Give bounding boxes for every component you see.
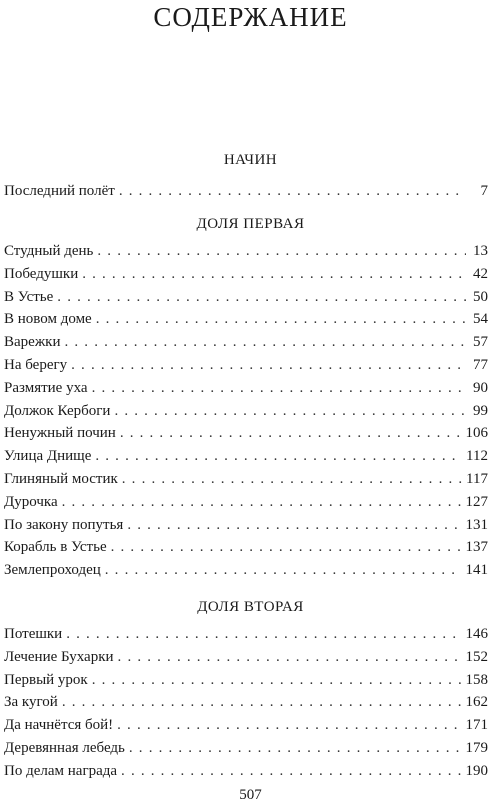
toc-entry-page: 152	[465, 648, 488, 665]
page-title: СОДЕРЖАНИЕ	[153, 2, 348, 32]
dot-leader	[114, 400, 466, 423]
toc-entry	[4, 646, 488, 669]
toc-entry-title: Глиняный мостик	[4, 470, 118, 487]
toc-entry-title: По делам награда	[4, 762, 118, 779]
toc-entry	[4, 377, 488, 400]
toc-entry-page: 77	[473, 356, 488, 373]
toc-entry-title: По закону попутья	[4, 516, 124, 533]
toc-entry-title: Ненужный почин	[4, 425, 116, 442]
toc-entry-page: 171	[465, 717, 488, 734]
toc-entry	[4, 445, 488, 468]
dot-leader	[62, 491, 462, 514]
toc-entry-title: Улица Днище	[4, 448, 92, 465]
toc-entry-title: Последний полёт	[4, 183, 115, 199]
section-heading: ДОЛЯ ВТОРАЯ	[197, 599, 304, 615]
dot-leader	[57, 286, 466, 309]
toc-entry-title: Лечение Бухарки	[4, 648, 114, 665]
dot-leader	[129, 737, 462, 760]
toc-entry-title: На берегу	[4, 356, 68, 373]
dot-leader	[92, 377, 466, 400]
section-heading: ДОЛЯ ПЕРВАЯ	[196, 216, 305, 232]
page-number: 507	[239, 787, 262, 803]
toc-entry-page: 112	[466, 448, 488, 465]
dot-leader	[82, 263, 466, 286]
toc-entry	[4, 514, 488, 537]
toc-entry-title: За кугой	[4, 694, 58, 711]
toc-entry	[4, 714, 488, 737]
toc-entry-title: Корабль в Устье	[4, 539, 107, 556]
toc-entry	[4, 180, 488, 203]
toc-entry-page: 99	[473, 402, 488, 419]
toc-entry-title: Дурочка	[4, 493, 58, 510]
toc-entry-page: 158	[465, 671, 488, 688]
dot-leader	[92, 669, 462, 692]
toc-entry-title: В Устье	[4, 288, 54, 305]
dot-leader	[62, 691, 462, 714]
toc-entry-page: 13	[473, 243, 488, 259]
toc-entry	[4, 559, 488, 582]
dot-leader	[122, 468, 462, 491]
toc-entry	[4, 354, 488, 377]
toc-entry-page: 179	[465, 739, 488, 756]
toc-entry	[4, 468, 488, 491]
toc-entry	[4, 691, 488, 714]
toc-entry-page: 146	[465, 626, 488, 642]
dot-leader	[119, 180, 466, 203]
toc-entry-page: 42	[473, 265, 488, 282]
toc-entry-title: Деревянная лебедь	[4, 739, 125, 756]
toc-entry-page: 190	[465, 762, 488, 779]
dot-leader	[95, 445, 462, 468]
toc-entry-title: Студный день	[4, 243, 94, 259]
toc-entry	[4, 737, 488, 760]
toc-entry-page: 50	[473, 288, 488, 305]
toc-entry	[4, 286, 488, 309]
toc-entry	[4, 422, 488, 445]
toc-list	[4, 180, 488, 203]
dot-leader	[105, 559, 462, 582]
toc-entry	[4, 263, 488, 286]
toc-entry	[4, 240, 488, 263]
toc-entry-title: Да начнётся бой!	[4, 717, 114, 734]
toc-entry-page: 106	[465, 425, 488, 442]
toc-entry-page: 117	[466, 470, 488, 487]
toc-entry-page: 54	[473, 311, 488, 328]
toc-entry	[4, 623, 488, 646]
toc-entry	[4, 491, 488, 514]
toc-list	[4, 240, 488, 582]
dot-leader	[121, 760, 461, 783]
toc-entry-page: 127	[465, 493, 488, 510]
dot-leader	[117, 714, 461, 737]
dot-leader	[65, 331, 467, 354]
toc-entry-page: 162	[465, 694, 488, 711]
toc-entry-title: Землепроходец	[4, 562, 101, 579]
toc-entry	[4, 331, 488, 354]
toc-entry-title: Размятие уха	[4, 379, 88, 396]
dot-leader	[71, 354, 466, 377]
toc-entry-page: 131	[465, 516, 488, 533]
toc-entry-title: В новом доме	[4, 311, 92, 328]
toc-entry	[4, 760, 488, 783]
toc-entry-title: Варежки	[4, 334, 61, 351]
dot-leader	[120, 422, 462, 445]
toc-entry-title: Первый урок	[4, 671, 88, 688]
toc-entry-title: Потешки	[4, 626, 63, 642]
dot-leader	[118, 646, 462, 669]
toc-entry-page: 141	[465, 562, 488, 579]
toc-entry-page: 7	[480, 183, 488, 199]
toc-entry-title: Должок Кербоги	[4, 402, 111, 419]
toc-entry	[4, 669, 488, 692]
dot-leader	[96, 308, 466, 331]
toc-entry-title: Победушки	[4, 265, 79, 282]
toc-entry	[4, 308, 488, 331]
toc-entry-page: 90	[473, 379, 488, 396]
dot-leader	[66, 623, 461, 646]
toc-entry	[4, 536, 488, 559]
dot-leader	[127, 514, 461, 537]
toc-list	[4, 623, 488, 783]
toc-entry-page: 57	[473, 334, 488, 351]
dot-leader	[111, 536, 462, 559]
section-heading: НАЧИН	[223, 152, 278, 168]
dot-leader	[97, 240, 466, 263]
toc-entry-page: 137	[465, 539, 488, 556]
toc-entry	[4, 400, 488, 423]
